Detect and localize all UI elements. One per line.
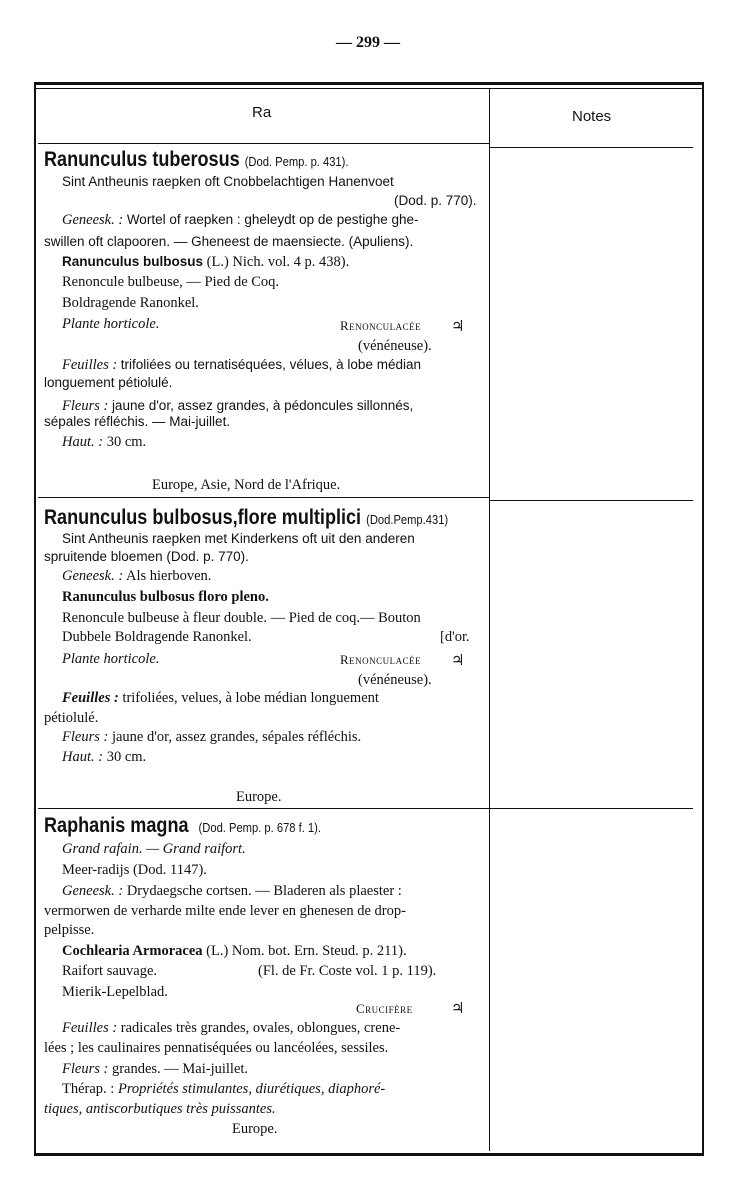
entry-line: (vénéneuse). xyxy=(358,338,432,354)
synonym-reference: (L.) Nom. bot. Ern. Steud. p. 211). xyxy=(206,943,407,959)
entry-line: Renoncule bulbeuse à fleur double. — Pied de coq.— Bouton xyxy=(62,610,421,626)
label-haut: Haut. : xyxy=(62,749,104,765)
label-plante-horticole: Plante horticole. xyxy=(62,316,160,332)
label-geneesk: Geneesk. : xyxy=(62,568,124,584)
entry-line: swillen oft clapooren. — Gheneest de maensiecte. (Apuliens). xyxy=(44,234,414,249)
entry-line: trifoliées ou ternatiséquées, vélues, à lobe médian xyxy=(120,357,421,372)
entry-separator-left xyxy=(38,497,489,498)
column-header-ra: Ra xyxy=(252,104,272,121)
synonym-name: Ranunculus bulbosus floro pleno. xyxy=(62,589,269,605)
entry-line: 30 cm. xyxy=(106,434,147,450)
entry-title: Raphanis magna (Dod. Pemp. p. 678 f. 1). xyxy=(44,814,321,837)
entry-line: jaune d'or, assez grandes, à pédoncules sillonnés, xyxy=(111,398,414,413)
entry-line: Meer-radijs (Dod. 1147). xyxy=(62,862,207,878)
entry-line: Als hierboven. xyxy=(126,568,212,584)
entry-line: grandes. — Mai-juillet. xyxy=(111,1061,249,1077)
header-rule-left xyxy=(38,143,489,144)
label-haut: Haut. : xyxy=(62,434,104,450)
synonym-name: Ranunculus bulbosus xyxy=(62,254,204,269)
entry-line: (vénéneuse). xyxy=(358,672,432,688)
label-plante-horticole: Plante horticole. xyxy=(62,651,160,667)
entry-line: tiques, antiscorbutiques très puissantes. xyxy=(44,1101,276,1117)
entry-distribution: Europe. xyxy=(232,1121,278,1137)
label-geneesk: Geneesk. : xyxy=(62,883,124,899)
perennial-symbol: ♃ xyxy=(451,319,465,335)
entry-line: Dubbele Boldragende Ranonkel. xyxy=(62,629,252,645)
entry-line: Grand rafain. — Grand raifort. xyxy=(62,841,246,857)
entry-line: Renoncule bulbeuse, — Pied de Coq. xyxy=(62,274,280,290)
entry-line: radicales très grandes, ovales, oblongues, crene- xyxy=(120,1020,401,1036)
label-feuilles: Feuilles : xyxy=(62,357,118,373)
column-divider xyxy=(489,88,490,1151)
label-fleurs: Fleurs : xyxy=(62,398,109,414)
label-fleurs: Fleurs : xyxy=(62,729,109,745)
page-number: — 299 — xyxy=(336,34,400,51)
entry-line: pelpisse. xyxy=(44,922,95,938)
perennial-symbol: ♃ xyxy=(451,1001,465,1017)
entry-line: lées ; les caulinaires pennatiséquées ou lancéolées, sessiles. xyxy=(44,1040,389,1056)
entry-title: Ranunculus bulbosus,flore multiplici (Dod.Pemp.431) xyxy=(44,506,449,529)
entry-distribution: Europe, Asie, Nord de l'Afrique. xyxy=(152,477,341,493)
label-geneesk: Geneesk. : xyxy=(62,212,124,228)
frame-inner-rule xyxy=(34,88,704,89)
label-feuilles: Feuilles : xyxy=(62,1020,118,1036)
label-fleurs: Fleurs : xyxy=(62,1061,109,1077)
entry-separator-left xyxy=(38,808,489,809)
entry-title-reference: (Dod. Pemp. p. 431). xyxy=(244,154,349,169)
entry-line: Raifort sauvage. xyxy=(62,963,158,979)
entry-line: Propriétés stimulantes, diurétiques, diaphoré- xyxy=(117,1081,386,1097)
entry-line: Mierik-Lepelblad. xyxy=(62,984,168,1000)
entry-line: [d'or. xyxy=(440,629,470,645)
entry-separator-right xyxy=(490,500,693,501)
entry-line: Sint Antheunis raepken met Kinderkens oft uit den anderen xyxy=(62,531,415,546)
entry-line: trifoliées, velues, à lobe médian longuement xyxy=(122,690,379,706)
label-therap: Thérap. : xyxy=(62,1081,115,1097)
entry-line: 30 cm. xyxy=(106,749,147,765)
entry-title-reference: (Dod. Pemp. p. 678 f. 1). xyxy=(198,820,321,835)
entry-line: Wortel of raepken : gheleydt op de pestighe ghe- xyxy=(126,212,419,227)
entry-line: (Dod. p. 770). xyxy=(394,193,477,208)
synonym-reference: (L.) Nich. vol. 4 p. 438). xyxy=(206,254,350,270)
entry-line: jaune d'or, assez grandes, sépales réfléchis. xyxy=(111,729,362,745)
family-name: Crucifère xyxy=(356,1001,413,1016)
entry-line: Sint Antheunis raepken oft Cnobbelachtigen Hanenvoet xyxy=(62,174,394,189)
label-feuilles: Feuilles : xyxy=(62,690,119,706)
perennial-symbol: ♃ xyxy=(451,653,465,669)
synonym-name: Cochlearia Armoracea xyxy=(62,943,203,959)
entry-line: vermorwen de verharde milte ende lever en ghenesen de drop- xyxy=(44,903,406,919)
family-name: Renonculacée xyxy=(340,652,422,667)
entry-line: pétiolulé. xyxy=(44,710,99,726)
entry-line: Drydaegsche cortsen. — Bladeren als plaester : xyxy=(126,883,402,899)
header-rule-right xyxy=(490,147,693,148)
entry-line: longuement pétiolulé. xyxy=(44,375,173,390)
entry-separator-right xyxy=(490,808,693,809)
entry-line: Boldragende Ranonkel. xyxy=(62,295,199,311)
entry-title-reference: (Dod.Pemp.431) xyxy=(366,512,449,527)
entry-title: Ranunculus tuberosus (Dod. Pemp. p. 431). xyxy=(44,148,349,171)
entry-line: sépales réfléchis. — Mai-juillet. xyxy=(44,414,231,429)
column-header-notes: Notes xyxy=(572,108,612,125)
entry-line: (Fl. de Fr. Coste vol. 1 p. 119). xyxy=(258,963,437,979)
family-name: Renonculacée xyxy=(340,318,422,333)
entry-distribution: Europe. xyxy=(236,789,282,805)
entry-line: spruitende bloemen (Dod. p. 770). xyxy=(44,549,249,564)
